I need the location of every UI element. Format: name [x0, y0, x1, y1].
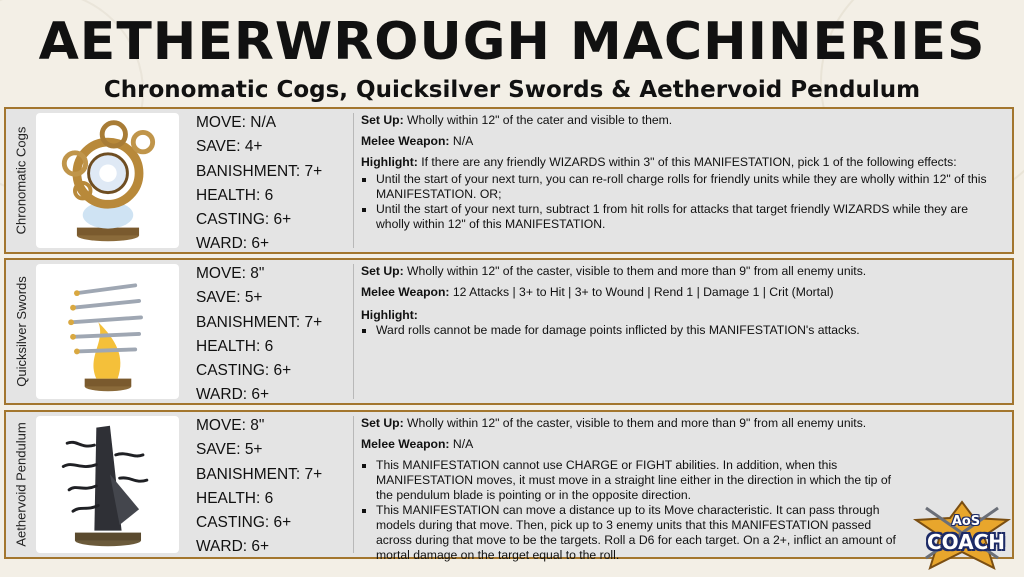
stat-save: SAVE: 4+ — [196, 138, 263, 156]
logo-text-bottom: COACH — [926, 530, 1006, 554]
stat-save: SAVE: 5+ — [196, 289, 263, 307]
pendulum-model-icon — [36, 416, 179, 553]
stat-casting: CASTING: 6+ — [196, 211, 292, 229]
card-name-label: Aethervoid Pendulum — [13, 422, 29, 547]
weapon-rule: Melee Weapon: N/A — [361, 134, 474, 148]
stat-block — [196, 414, 346, 560]
divider — [353, 264, 354, 399]
logo-text-top: AoS — [951, 514, 981, 529]
stat-move: MOVE: N/A — [196, 114, 277, 131]
aos-coach-logo — [912, 500, 1012, 572]
stat-ward: WARD: 6+ — [196, 235, 270, 253]
rules-text — [361, 264, 1004, 340]
rules-text — [361, 113, 1004, 234]
setup-rule: Set Up: Wholly within 12" of the caster, visible to them and more than 9" from all enemy units. — [361, 264, 867, 278]
highlight-rule: Highlight: — [361, 308, 418, 322]
stat-casting: CASTING: 6+ — [196, 362, 292, 380]
page-subtitle: Chronomatic Cogs, Quicksilver Swords & Aethervoid Pendulum — [103, 77, 921, 103]
stat-ward: WARD: 6+ — [196, 386, 270, 404]
effects-list — [361, 172, 1004, 232]
stat-banishment: BANISHMENT: 7+ — [196, 465, 323, 483]
stat-ward: WARD: 6+ — [196, 538, 270, 556]
list-item: ▪ Until the start of your next turn, subtract 1 from hit rolls for attacks that target friendly WIZARDS while they are wholly within 12" of this MANIFESTATION. — [376, 202, 1004, 232]
stat-block — [196, 111, 346, 257]
stat-move: MOVE: 8" — [196, 265, 265, 282]
stat-banishment: BANISHMENT: 7+ — [196, 313, 323, 331]
manifestation-card-quicksilver-swords — [4, 258, 1014, 405]
list-item: ▪ This MANIFESTATION cannot use CHARGE or FIGHT abilities. In addition, when this MANIFESTATION moves, it must move in a straight line either in the direction in which the tip of the pendulum blade is pointing or in the opposite direction. — [376, 458, 902, 503]
stat-save: SAVE: 5+ — [196, 441, 263, 459]
stat-banishment: BANISHMENT: 7+ — [196, 162, 323, 180]
divider — [353, 113, 354, 248]
divider — [353, 416, 354, 553]
highlight-rule: Highlight: If there are any friendly WIZARDS within 3" of this MANIFESTATION, pick 1 of the following effects: — [361, 155, 957, 169]
stat-move: MOVE: 8" — [196, 417, 265, 434]
weapon-rule: Melee Weapon: 12 Attacks | 3+ to Hit | 3+ to Wound | Rend 1 | Damage 1 | Crit (Mortal) — [361, 285, 834, 299]
stat-casting: CASTING: 6+ — [196, 514, 292, 532]
manifestation-card-chronomatic-cogs — [4, 107, 1014, 254]
effects-list — [361, 458, 902, 563]
card-name-label: Chronomatic Cogs — [13, 126, 29, 235]
setup-rule: Set Up: Wholly within 12" of the cater and visible to them. — [361, 113, 673, 127]
weapon-rule: Melee Weapon: N/A — [361, 437, 474, 451]
manifestation-card-aethervoid-pendulum — [4, 410, 1014, 562]
stat-health: HEALTH: 6 — [196, 186, 274, 204]
effects-list — [361, 323, 1004, 338]
rules-text — [361, 416, 902, 565]
setup-rule: Set Up: Wholly within 12" of the caster, visible to them and more than 9" from all enemy units. — [361, 416, 867, 430]
stat-block — [196, 262, 346, 408]
stat-health: HEALTH: 6 — [196, 489, 274, 507]
stat-health: HEALTH: 6 — [196, 337, 274, 355]
cogs-model-icon — [36, 113, 179, 248]
list-item: ▪ Until the start of your next turn, you can re-roll charge rolls for friendly units while they are wholly within 12" of this MANIFESTATION. OR; — [376, 172, 1004, 202]
card-name-label: Quicksilver Swords — [13, 276, 29, 387]
page-title: AETHERWROUGH MACHINERIES — [38, 12, 986, 72]
list-item: ▪ This MANIFESTATION can move a distance up to its Move characteristic. It can pass through models during that move. Then, pick up to 3 enemy units that this MANIFESTATION passed across during that move to be the targets. Roll a D6 for each target. On a 2+, inflict an amount of mortal damage on the target equal to the roll. — [376, 503, 902, 563]
swords-model-icon — [36, 264, 179, 399]
list-item: ▪ Ward rolls cannot be made for damage points inflicted by this MANIFESTATION's attacks. — [376, 323, 1004, 338]
